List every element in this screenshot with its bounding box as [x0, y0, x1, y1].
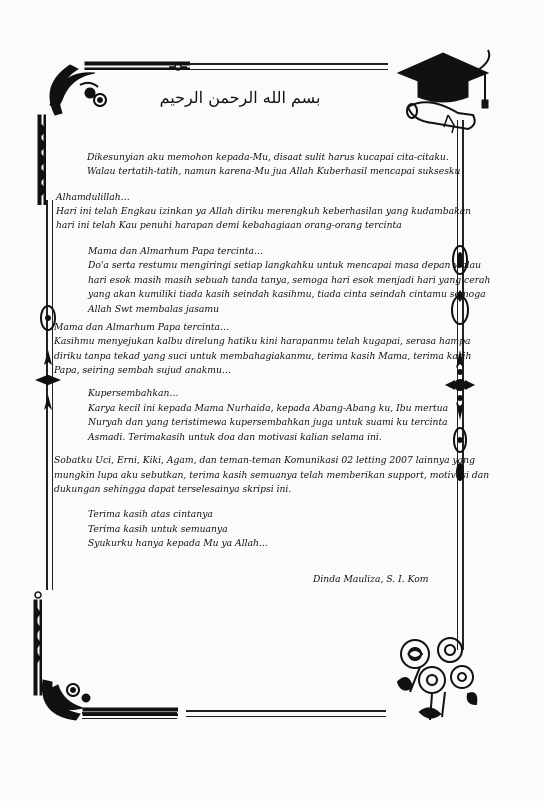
text-line: Syukurku hanya kepada Mu ya Allah...	[88, 538, 268, 549]
text-line: Terima kasih atas cintanya	[88, 509, 213, 520]
paragraph-parents-love	[54, 321, 471, 379]
text-line: Walau tertatih-tatih, namun karena-Mu jua Allah Kuberhasil mencapai suksesku	[87, 166, 461, 177]
bottom-left-corner-ornament-icon	[28, 590, 178, 725]
text-line: Mama dan Almarhum Papa tercinta…	[54, 322, 230, 333]
text-line: hari ini telah Kau penuhi harapan demi kebahagiaan orang-orang tercinta	[56, 220, 402, 231]
signature-name: Dinda Mauliza, S. I. Kom	[313, 574, 429, 585]
text-line: hari esok masih masih sebuah tanda tanya, semoga hari esok menjadi hari yang cerah	[88, 274, 491, 286]
text-line: Terima kasih untuk semuanya	[88, 523, 228, 535]
text-line: Nuryah dan yang teristimewa kupersembahkan juga untuk suami ku tercinta	[88, 417, 448, 428]
text-line: dukungan sehingga dapat terselesainya skripsi ini.	[54, 484, 292, 495]
text-line: Papa, seiring sembah sujud anakmu…	[54, 365, 232, 377]
paragraph-alhamdulillah	[56, 191, 471, 233]
paragraph-prayer	[87, 151, 460, 179]
top-left-corner-ornament-icon	[30, 55, 190, 205]
text-line: Alhamdulillah…	[56, 192, 130, 203]
text-line: Kasihmu menyejukan kalbu direlung hatiku kini harapanmu telah kugapai, serasa hampa	[54, 336, 471, 348]
graduation-cap-icon	[388, 45, 498, 135]
text-line: Sobatku Uci, Erni, Kiki, Agam, dan teman-teman Komunikasi 02 letting 2007 lainnya yang	[54, 455, 475, 466]
text-line: yang akan kumiliki tiada kasih seindah kasihmu, tiada cinta seindah cintamu semoga	[88, 289, 486, 301]
text-line: Karya kecil ini kepada Mama Nurhaida, kepada Abang-Abang ku, Ibu mertua	[88, 402, 449, 414]
bottom-border-line	[186, 710, 386, 717]
text-line: Kupersembahkan…	[88, 388, 179, 399]
paragraph-closing	[88, 508, 268, 552]
paragraph-dedication	[88, 387, 448, 445]
text-line: Asmadi. Terimakasih untuk doa dan motivasi kalian selama ini.	[88, 431, 382, 443]
text-line: Allah Swt membalas jasamu	[88, 303, 220, 315]
text-line: Do'a serta restumu mengiringi setiap langkahku untuk mencapai masa depan walau	[88, 260, 482, 272]
top-border-line	[188, 63, 388, 70]
paragraph-parents-prayer	[88, 245, 490, 317]
text-line: Mama dan Almarhum Papa tercinta…	[88, 246, 264, 257]
text-line: Dikesunyian aku memohon kepada-Mu, disaat sulit harus kucapai cita-citaku.	[87, 152, 449, 163]
text-line: diriku tanpa tekad yang suci untuk membahagiakanmu, terima kasih Mama, terima kasih	[54, 350, 472, 362]
text-line: mungkin lupa aku sebutkan, terima kasih semuanya telah memberikan support, motivasi dan	[54, 469, 490, 481]
roses-bouquet-icon	[390, 632, 480, 724]
paragraph-friends	[54, 454, 489, 498]
text-line: Hari ini telah Engkau izinkan ya Allah diriku merengkuh keberhasilan yang kudambakan	[56, 206, 472, 217]
bismillah-calligraphy: بسم الله الرحمن الرحيم	[159, 88, 321, 107]
